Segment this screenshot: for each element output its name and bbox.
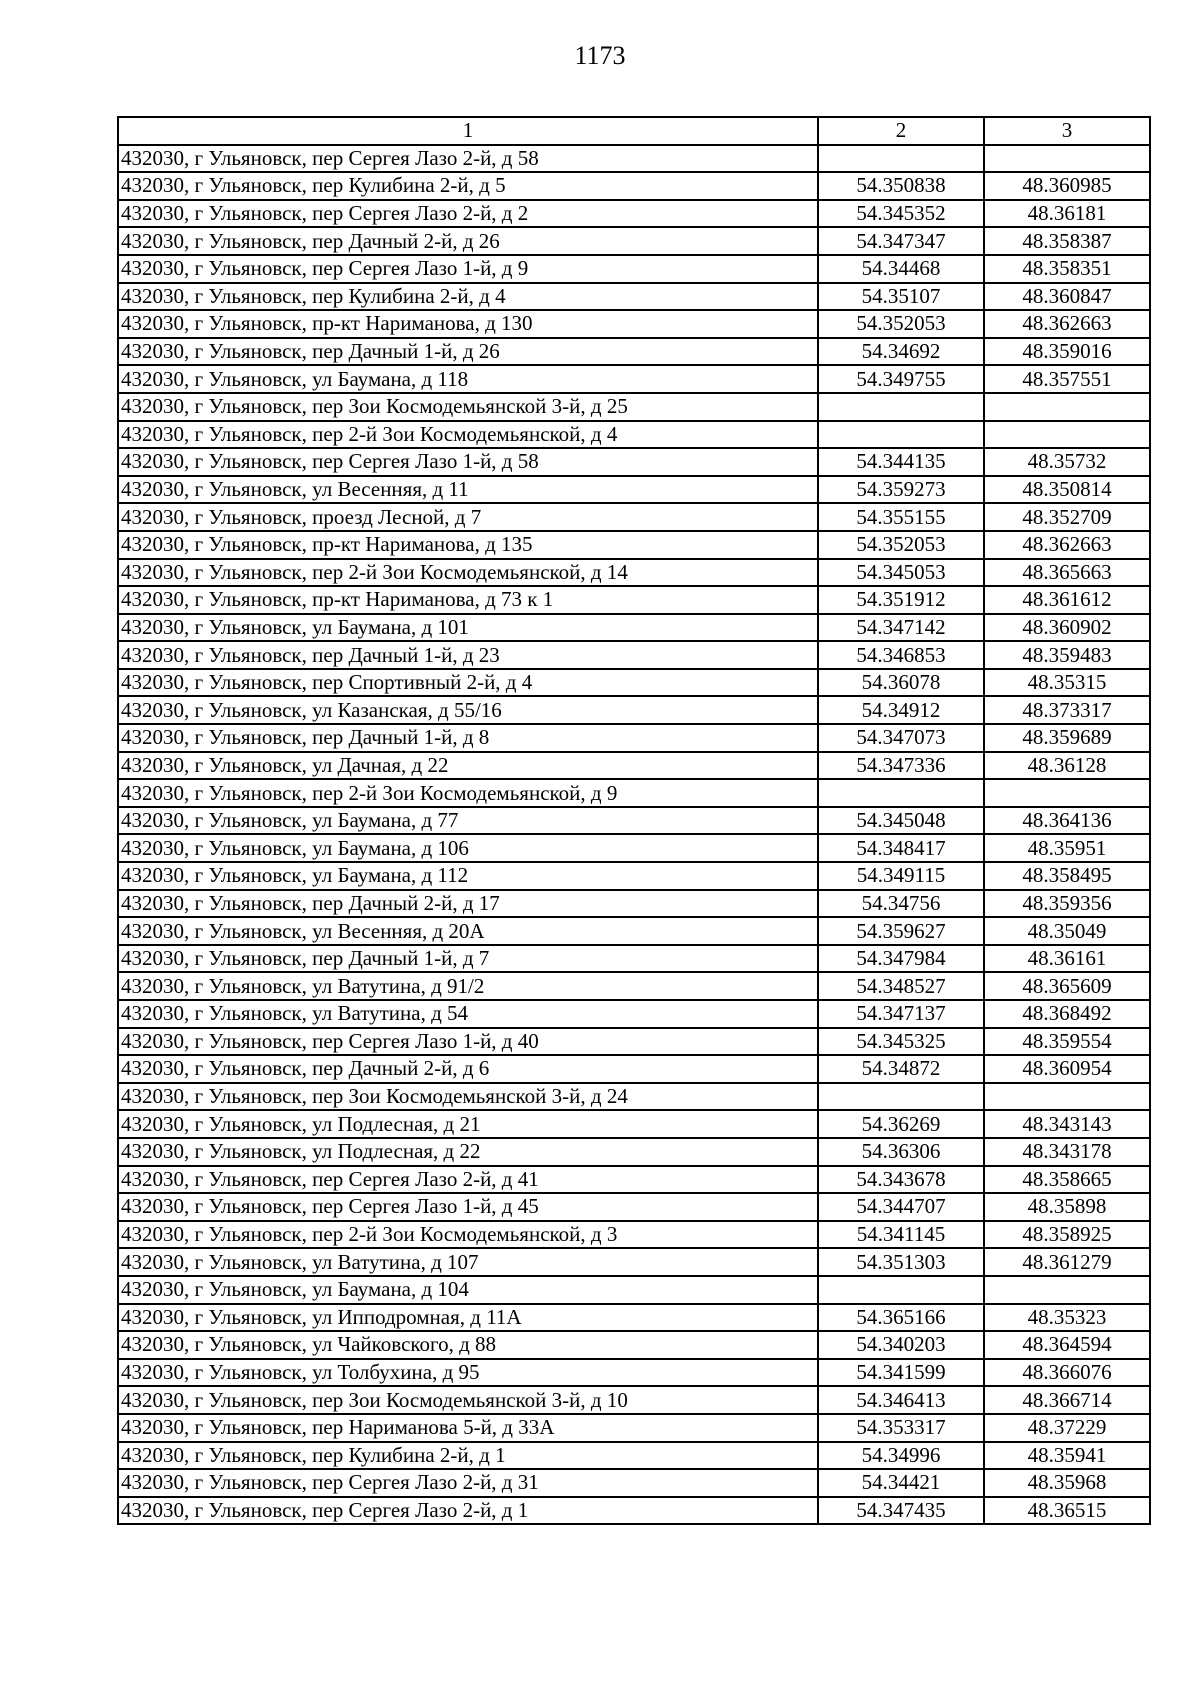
longitude-cell: 48.360954 xyxy=(984,1055,1150,1083)
table-row xyxy=(118,669,1150,697)
latitude-cell: 54.34468 xyxy=(818,255,984,283)
address-cell: 432030, г Ульяновск, пер Спортивный 2-й, д 4 xyxy=(118,669,818,697)
address-cell: 432030, г Ульяновск, пер Сергея Лазо 2-й, д 58 xyxy=(118,145,818,173)
address-cell: 432030, г Ульяновск, ул Баумана, д 77 xyxy=(118,807,818,835)
longitude-cell: 48.35941 xyxy=(984,1442,1150,1470)
latitude-cell: 54.345048 xyxy=(818,807,984,835)
table-row xyxy=(118,641,1150,669)
latitude-cell: 54.344707 xyxy=(818,1193,984,1221)
table-row xyxy=(118,227,1150,255)
latitude-cell: 54.345053 xyxy=(818,559,984,587)
address-cell: 432030, г Ульяновск, ул Баумана, д 112 xyxy=(118,862,818,890)
longitude-cell: 48.35968 xyxy=(984,1469,1150,1497)
longitude-cell: 48.362663 xyxy=(984,531,1150,559)
latitude-cell: 54.349115 xyxy=(818,862,984,890)
longitude-cell: 48.359483 xyxy=(984,641,1150,669)
table-row xyxy=(118,834,1150,862)
column-header-2: 2 xyxy=(818,117,984,145)
table-row xyxy=(118,559,1150,587)
address-cell: 432030, г Ульяновск, пер Дачный 1-й, д 8 xyxy=(118,724,818,752)
longitude-cell: 48.360985 xyxy=(984,172,1150,200)
longitude-cell: 48.362663 xyxy=(984,310,1150,338)
address-cell: 432030, г Ульяновск, ул Баумана, д 104 xyxy=(118,1276,818,1304)
table-row xyxy=(118,862,1150,890)
table-row xyxy=(118,1442,1150,1470)
address-cell: 432030, г Ульяновск, пер Сергея Лазо 2-й, д 41 xyxy=(118,1166,818,1194)
table-row xyxy=(118,945,1150,973)
table-row xyxy=(118,200,1150,228)
latitude-cell: 54.340203 xyxy=(818,1331,984,1359)
table-row xyxy=(118,503,1150,531)
latitude-cell: 54.34912 xyxy=(818,696,984,724)
address-cell: 432030, г Ульяновск, пер Дачный 2-й, д 26 xyxy=(118,227,818,255)
address-cell: 432030, г Ульяновск, пер 2-й Зои Космодемьянской, д 9 xyxy=(118,779,818,807)
longitude-cell: 48.35951 xyxy=(984,834,1150,862)
longitude-cell: 48.361279 xyxy=(984,1248,1150,1276)
address-cell: 432030, г Ульяновск, ул Толбухина, д 95 xyxy=(118,1359,818,1387)
latitude-cell: 54.349755 xyxy=(818,365,984,393)
longitude-cell: 48.352709 xyxy=(984,503,1150,531)
address-cell: 432030, г Ульяновск, пер Кулибина 2-й, д 4 xyxy=(118,283,818,311)
longitude-cell: 48.36515 xyxy=(984,1497,1150,1525)
longitude-cell: 48.360847 xyxy=(984,283,1150,311)
address-cell: 432030, г Ульяновск, пр-кт Нариманова, д 73 к 1 xyxy=(118,586,818,614)
table-row xyxy=(118,338,1150,366)
longitude-cell: 48.359356 xyxy=(984,890,1150,918)
latitude-cell: 54.351912 xyxy=(818,586,984,614)
address-cell: 432030, г Ульяновск, пер Зои Космодемьянской 3-й, д 10 xyxy=(118,1386,818,1414)
latitude-cell: 54.350838 xyxy=(818,172,984,200)
table-row xyxy=(118,1414,1150,1442)
address-cell: 432030, г Ульяновск, проезд Лесной, д 7 xyxy=(118,503,818,531)
longitude-cell: 48.359016 xyxy=(984,338,1150,366)
longitude-cell xyxy=(984,779,1150,807)
latitude-cell: 54.343678 xyxy=(818,1166,984,1194)
table-row xyxy=(118,255,1150,283)
longitude-cell: 48.358925 xyxy=(984,1221,1150,1249)
latitude-cell xyxy=(818,779,984,807)
table-row xyxy=(118,1276,1150,1304)
latitude-cell: 54.36269 xyxy=(818,1110,984,1138)
latitude-cell: 54.347336 xyxy=(818,752,984,780)
latitude-cell: 54.345352 xyxy=(818,200,984,228)
latitude-cell: 54.34756 xyxy=(818,890,984,918)
latitude-cell: 54.345325 xyxy=(818,1028,984,1056)
address-cell: 432030, г Ульяновск, пер Сергея Лазо 2-й, д 1 xyxy=(118,1497,818,1525)
page-number: 1173 xyxy=(574,41,626,70)
table-row xyxy=(118,448,1150,476)
latitude-cell: 54.353317 xyxy=(818,1414,984,1442)
table-row xyxy=(118,283,1150,311)
latitude-cell: 54.348527 xyxy=(818,972,984,1000)
table-row xyxy=(118,172,1150,200)
longitude-cell: 48.358495 xyxy=(984,862,1150,890)
address-cell: 432030, г Ульяновск, пер Зои Космодемьянской 3-й, д 25 xyxy=(118,393,818,421)
longitude-cell xyxy=(984,1276,1150,1304)
address-cell: 432030, г Ульяновск, ул Баумана, д 118 xyxy=(118,365,818,393)
longitude-cell xyxy=(984,145,1150,173)
latitude-cell: 54.34421 xyxy=(818,1469,984,1497)
longitude-cell: 48.366714 xyxy=(984,1386,1150,1414)
table-row xyxy=(118,696,1150,724)
address-table xyxy=(117,116,1151,1525)
address-cell: 432030, г Ульяновск, ул Подлесная, д 22 xyxy=(118,1138,818,1166)
longitude-cell: 48.358351 xyxy=(984,255,1150,283)
address-cell: 432030, г Ульяновск, ул Весенняя, д 20А xyxy=(118,917,818,945)
address-cell: 432030, г Ульяновск, пер Сергея Лазо 2-й, д 2 xyxy=(118,200,818,228)
latitude-cell: 54.351303 xyxy=(818,1248,984,1276)
latitude-cell: 54.34692 xyxy=(818,338,984,366)
latitude-cell: 54.347984 xyxy=(818,945,984,973)
latitude-cell: 54.359273 xyxy=(818,476,984,504)
table-row xyxy=(118,779,1150,807)
latitude-cell xyxy=(818,421,984,449)
table-row xyxy=(118,1028,1150,1056)
longitude-cell: 48.365609 xyxy=(984,972,1150,1000)
table-row xyxy=(118,1083,1150,1111)
latitude-cell xyxy=(818,1276,984,1304)
longitude-cell: 48.36181 xyxy=(984,200,1150,228)
table-row xyxy=(118,752,1150,780)
address-cell: 432030, г Ульяновск, ул Подлесная, д 21 xyxy=(118,1110,818,1138)
latitude-cell: 54.347347 xyxy=(818,227,984,255)
longitude-cell: 48.359554 xyxy=(984,1028,1150,1056)
address-cell: 432030, г Ульяновск, пер Сергея Лазо 1-й, д 9 xyxy=(118,255,818,283)
longitude-cell: 48.358665 xyxy=(984,1166,1150,1194)
table-row xyxy=(118,421,1150,449)
longitude-cell: 48.368492 xyxy=(984,1000,1150,1028)
longitude-cell: 48.35323 xyxy=(984,1304,1150,1332)
latitude-cell: 54.34996 xyxy=(818,1442,984,1470)
longitude-cell xyxy=(984,1083,1150,1111)
column-header-3: 3 xyxy=(984,117,1150,145)
latitude-cell: 54.347435 xyxy=(818,1497,984,1525)
address-cell: 432030, г Ульяновск, пер Дачный 2-й, д 17 xyxy=(118,890,818,918)
latitude-cell: 54.348417 xyxy=(818,834,984,862)
table-row xyxy=(118,393,1150,421)
table-row xyxy=(118,1221,1150,1249)
table-row xyxy=(118,614,1150,642)
longitude-cell: 48.373317 xyxy=(984,696,1150,724)
table-row xyxy=(118,890,1150,918)
address-cell: 432030, г Ульяновск, ул Ватутина, д 54 xyxy=(118,1000,818,1028)
address-cell: 432030, г Ульяновск, пр-кт Нариманова, д 130 xyxy=(118,310,818,338)
table-row xyxy=(118,365,1150,393)
latitude-cell: 54.347142 xyxy=(818,614,984,642)
table-row xyxy=(118,1055,1150,1083)
table-row xyxy=(118,476,1150,504)
longitude-cell xyxy=(984,421,1150,449)
longitude-cell: 48.35898 xyxy=(984,1193,1150,1221)
latitude-cell: 54.346413 xyxy=(818,1386,984,1414)
latitude-cell: 54.36078 xyxy=(818,669,984,697)
longitude-cell: 48.361612 xyxy=(984,586,1150,614)
address-cell: 432030, г Ульяновск, ул Ипподромная, д 11А xyxy=(118,1304,818,1332)
latitude-cell: 54.36306 xyxy=(818,1138,984,1166)
latitude-cell xyxy=(818,1083,984,1111)
longitude-cell: 48.343178 xyxy=(984,1138,1150,1166)
table-row xyxy=(118,1331,1150,1359)
latitude-cell: 54.359627 xyxy=(818,917,984,945)
address-cell: 432030, г Ульяновск, пер Сергея Лазо 1-й, д 58 xyxy=(118,448,818,476)
latitude-cell: 54.341145 xyxy=(818,1221,984,1249)
table-row xyxy=(118,1248,1150,1276)
longitude-cell: 48.359689 xyxy=(984,724,1150,752)
address-cell: 432030, г Ульяновск, ул Дачная, д 22 xyxy=(118,752,818,780)
column-header-1: 1 xyxy=(118,117,818,145)
address-cell: 432030, г Ульяновск, ул Баумана, д 106 xyxy=(118,834,818,862)
table-row xyxy=(118,1110,1150,1138)
longitude-cell: 48.357551 xyxy=(984,365,1150,393)
table-header-row xyxy=(118,117,1150,145)
table-row xyxy=(118,586,1150,614)
table-row xyxy=(118,1000,1150,1028)
latitude-cell: 54.352053 xyxy=(818,531,984,559)
address-cell: 432030, г Ульяновск, пер Кулибина 2-й, д 1 xyxy=(118,1442,818,1470)
latitude-cell: 54.352053 xyxy=(818,310,984,338)
table-row xyxy=(118,1359,1150,1387)
address-cell: 432030, г Ульяновск, ул Ватутина, д 91/2 xyxy=(118,972,818,1000)
address-table-body xyxy=(118,117,1150,1524)
table-row xyxy=(118,145,1150,173)
address-cell: 432030, г Ульяновск, ул Баумана, д 101 xyxy=(118,614,818,642)
address-cell: 432030, г Ульяновск, пер 2-й Зои Космодемьянской, д 4 xyxy=(118,421,818,449)
table-row xyxy=(118,1138,1150,1166)
table-row xyxy=(118,917,1150,945)
address-cell: 432030, г Ульяновск, пер Дачный 1-й, д 23 xyxy=(118,641,818,669)
longitude-cell: 48.36128 xyxy=(984,752,1150,780)
table-row xyxy=(118,724,1150,752)
longitude-cell: 48.365663 xyxy=(984,559,1150,587)
table-row xyxy=(118,1193,1150,1221)
address-cell: 432030, г Ульяновск, пр-кт Нариманова, д 135 xyxy=(118,531,818,559)
address-cell: 432030, г Ульяновск, пер Сергея Лазо 2-й, д 31 xyxy=(118,1469,818,1497)
longitude-cell: 48.360902 xyxy=(984,614,1150,642)
latitude-cell: 54.347073 xyxy=(818,724,984,752)
address-cell: 432030, г Ульяновск, пер 2-й Зои Космодемьянской, д 3 xyxy=(118,1221,818,1249)
longitude-cell: 48.37229 xyxy=(984,1414,1150,1442)
latitude-cell: 54.34872 xyxy=(818,1055,984,1083)
address-cell: 432030, г Ульяновск, пер Нариманова 5-й, д 33А xyxy=(118,1414,818,1442)
longitude-cell xyxy=(984,393,1150,421)
latitude-cell xyxy=(818,145,984,173)
address-cell: 432030, г Ульяновск, пер Дачный 1-й, д 7 xyxy=(118,945,818,973)
latitude-cell: 54.35107 xyxy=(818,283,984,311)
longitude-cell: 48.343143 xyxy=(984,1110,1150,1138)
longitude-cell: 48.35732 xyxy=(984,448,1150,476)
table-row xyxy=(118,531,1150,559)
address-cell: 432030, г Ульяновск, пер Сергея Лазо 1-й, д 45 xyxy=(118,1193,818,1221)
longitude-cell: 48.350814 xyxy=(984,476,1150,504)
latitude-cell: 54.346853 xyxy=(818,641,984,669)
table-row xyxy=(118,1469,1150,1497)
latitude-cell: 54.347137 xyxy=(818,1000,984,1028)
address-cell: 432030, г Ульяновск, ул Чайковского, д 88 xyxy=(118,1331,818,1359)
longitude-cell: 48.366076 xyxy=(984,1359,1150,1387)
address-cell: 432030, г Ульяновск, пер Зои Космодемьянской 3-й, д 24 xyxy=(118,1083,818,1111)
table-row xyxy=(118,1497,1150,1525)
longitude-cell: 48.364594 xyxy=(984,1331,1150,1359)
table-row xyxy=(118,1304,1150,1332)
table-row xyxy=(118,1166,1150,1194)
longitude-cell: 48.36161 xyxy=(984,945,1150,973)
latitude-cell xyxy=(818,393,984,421)
longitude-cell: 48.35049 xyxy=(984,917,1150,945)
address-cell: 432030, г Ульяновск, пер Дачный 1-й, д 26 xyxy=(118,338,818,366)
address-cell: 432030, г Ульяновск, пер Сергея Лазо 1-й, д 40 xyxy=(118,1028,818,1056)
longitude-cell: 48.358387 xyxy=(984,227,1150,255)
table-row xyxy=(118,807,1150,835)
address-cell: 432030, г Ульяновск, пер Дачный 2-й, д 6 xyxy=(118,1055,818,1083)
latitude-cell: 54.365166 xyxy=(818,1304,984,1332)
address-cell: 432030, г Ульяновск, ул Ватутина, д 107 xyxy=(118,1248,818,1276)
table-row xyxy=(118,310,1150,338)
address-cell: 432030, г Ульяновск, ул Весенняя, д 11 xyxy=(118,476,818,504)
table-row xyxy=(118,972,1150,1000)
address-cell: 432030, г Ульяновск, пер 2-й Зои Космодемьянской, д 14 xyxy=(118,559,818,587)
longitude-cell: 48.364136 xyxy=(984,807,1150,835)
table-row xyxy=(118,1386,1150,1414)
longitude-cell: 48.35315 xyxy=(984,669,1150,697)
latitude-cell: 54.341599 xyxy=(818,1359,984,1387)
address-cell: 432030, г Ульяновск, пер Кулибина 2-й, д 5 xyxy=(118,172,818,200)
latitude-cell: 54.344135 xyxy=(818,448,984,476)
latitude-cell: 54.355155 xyxy=(818,503,984,531)
address-cell: 432030, г Ульяновск, ул Казанская, д 55/16 xyxy=(118,696,818,724)
